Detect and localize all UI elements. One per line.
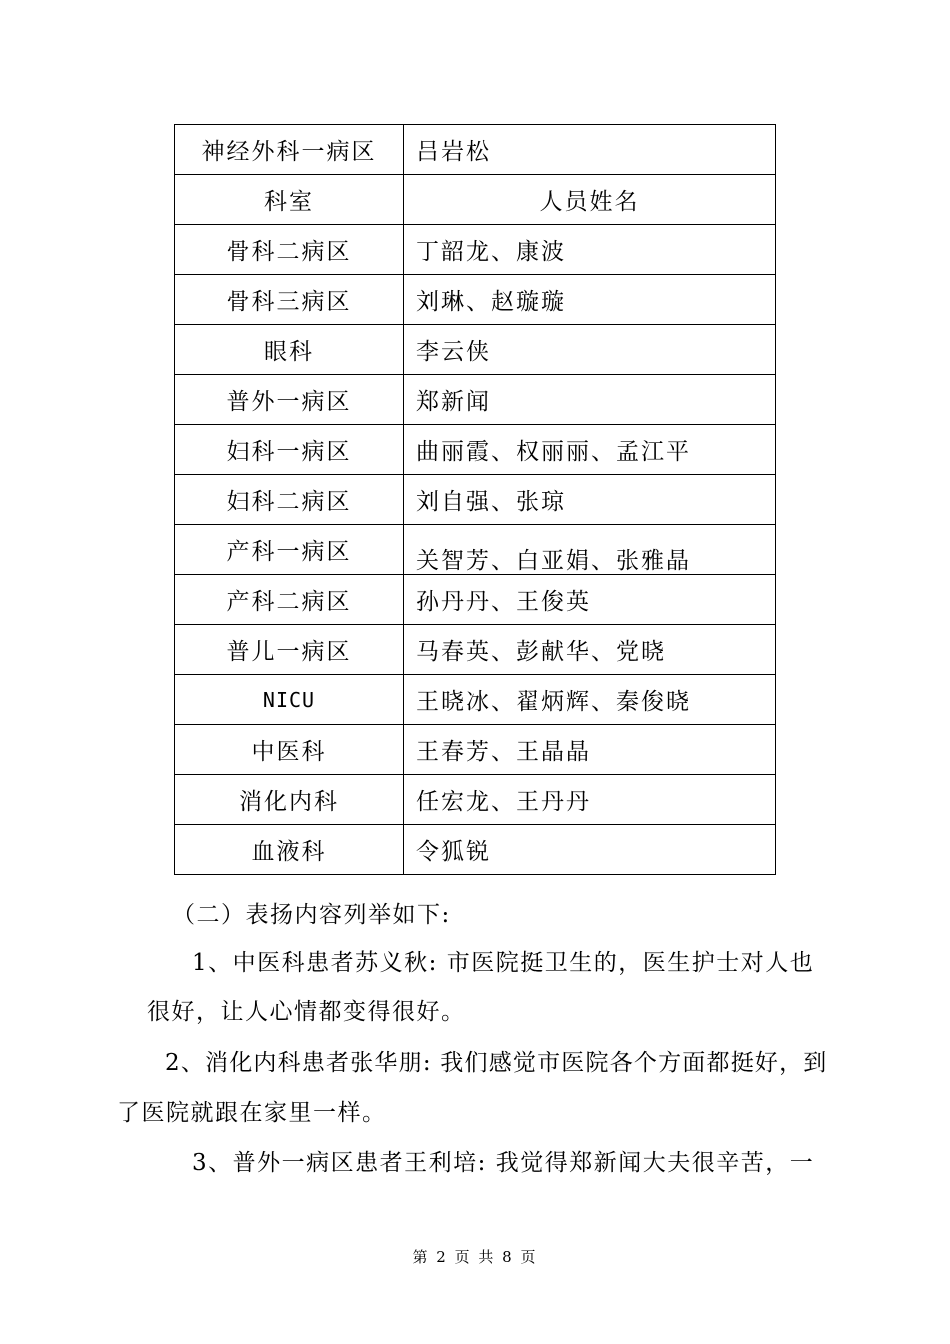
table-row (175, 625, 776, 675)
page-footer: 第 2 页 共 8 页 (412, 1248, 538, 1266)
table-header-row (175, 175, 776, 225)
table-row (175, 475, 776, 525)
table-row (175, 325, 776, 375)
names-cell: 孙丹丹、王俊英 (404, 575, 776, 625)
dept-cell: 普外一病区 (175, 375, 404, 425)
dept-cell: 妇科二病区 (175, 475, 404, 525)
praise-item-2-line-2: 了医院就跟在家里一样。 (117, 1100, 387, 1126)
staff-table (174, 124, 776, 875)
dept-cell: 中医科 (175, 725, 404, 775)
dept-cell: 神经外科一病区 (175, 125, 404, 175)
names-cell: 令狐锐 (404, 825, 776, 875)
column-header-names: 人员姓名 (404, 175, 776, 225)
table-row (175, 575, 776, 625)
praise-item-1-line-2: 很好，让人心情都变得很好。 (147, 999, 466, 1025)
dept-cell: 骨科三病区 (175, 275, 404, 325)
column-header-dept: 科室 (175, 175, 404, 225)
names-cell: 郑新闻 (404, 375, 776, 425)
names-cell: 刘琳、赵璇璇 (404, 275, 776, 325)
dept-cell: 消化内科 (175, 775, 404, 825)
dept-cell: 血液科 (175, 825, 404, 875)
table-row (175, 825, 776, 875)
names-cell: 丁韶龙、康波 (404, 225, 776, 275)
names-cell: 曲丽霞、权丽丽、孟江平 (404, 425, 776, 475)
dept-cell: 产科二病区 (175, 575, 404, 625)
table-row (175, 375, 776, 425)
dept-cell: 眼科 (175, 325, 404, 375)
dept-cell: 骨科二病区 (175, 225, 404, 275)
names-cell: 关智芳、白亚娟、张雅晶 (404, 525, 776, 575)
dept-cell: 妇科一病区 (175, 425, 404, 475)
table-row (175, 125, 776, 175)
table-row (175, 425, 776, 475)
table-body (175, 125, 776, 875)
table-row (175, 225, 776, 275)
table-row (175, 675, 776, 725)
praise-item-1-line-1: 1、中医科患者苏义秋: 市医院挺卫生的，医生护士对人也 (192, 950, 815, 976)
section-heading: （二）表扬内容列举如下: (172, 902, 451, 928)
dept-cell: 产科一病区 (175, 525, 404, 575)
names-cell: 王晓冰、翟炳辉、秦俊晓 (404, 675, 776, 725)
dept-cell: NICU (175, 675, 404, 725)
table-row (175, 275, 776, 325)
praise-item-3-line-1: 3、普外一病区患者王利培: 我觉得郑新闻大夫很辛苦，一 (192, 1150, 815, 1176)
table-row (175, 775, 776, 825)
table-row (175, 725, 776, 775)
names-cell: 刘自强、张琼 (404, 475, 776, 525)
dept-cell: 普儿一病区 (175, 625, 404, 675)
table-row (175, 525, 776, 575)
praise-item-2-line-1: 2、消化内科患者张华朋: 我们感觉市医院各个方面都挺好，到 (165, 1050, 828, 1076)
names-cell: 王春芳、王晶晶 (404, 725, 776, 775)
names-cell: 马春英、彭献华、党晓 (404, 625, 776, 675)
names-cell: 任宏龙、王丹丹 (404, 775, 776, 825)
names-cell: 李云侠 (404, 325, 776, 375)
names-cell: 吕岩松 (404, 125, 776, 175)
